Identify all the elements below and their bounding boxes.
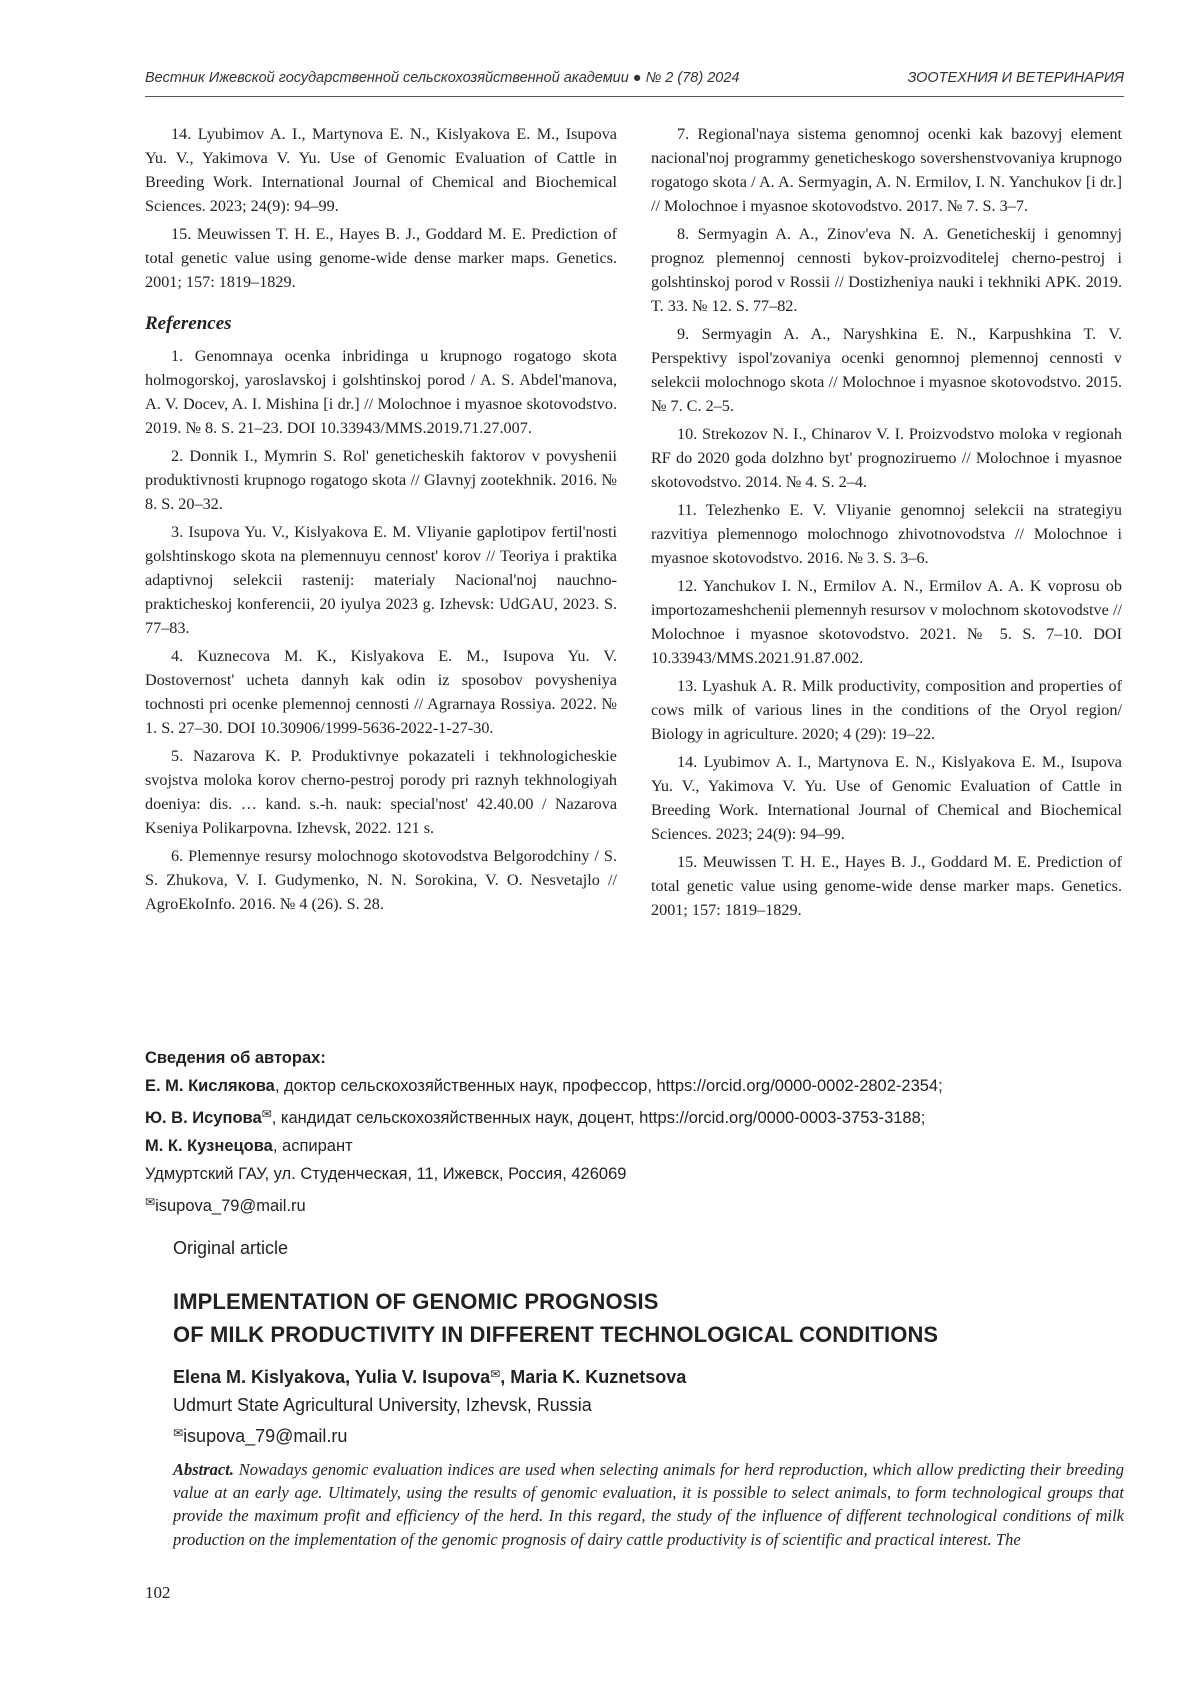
reference-item: 7. Regional'naya sistema genomnoj ocenki kak bazovyj element nacional'noj programmy geneticheskogo sovershenstvovaniya krupnogo rogatogo skota / A. A. Sermyagin, A. N. Ermilov, I. N. Yanchukov [i dr.] // Molochnoe i myasnoe skotovodstvo. 2017. № 7. S. 3–7. <box>651 125 1122 215</box>
reference-item: 3. Isupova Yu. V., Kislyakova E. M. Vliyanie gaplotipov fertil'nosti golshtinskogo skota na plemennuyu cennost' korov // Teoriya i praktika adaptivnoj selekcii rastenij: materialy Nacional'noj nauchno-prakticheskoj konferencii, 20 iyulya 2023 g. Izhevsk: UdGAU, 2023. S. 77–83. <box>145 523 617 637</box>
right-column <box>651 122 1122 926</box>
reference-item: 9. Sermyagin A. A., Naryshkina E. N., Karpushkina T. V. Perspektivy ispol'zovaniya ocenki genomnoj plemennoj cennosti v selekcii molochnogo skota // Molochnoe i myasnoe skotovodstvo. 2015. № 7. C. 2–5. <box>651 325 1122 415</box>
author-line <box>145 1100 1125 1132</box>
page-number: 102 <box>145 1583 171 1602</box>
reference-item: 6. Plemennye resursy molochnogo skotovodstva Belgorodchiny / S. S. Zhukova, V. I. Gudymenko, N. N. Sorokina, V. O. Nesvetajlo // AgroEkoInfo. 2016. № 4 (26). S. 28. <box>145 847 617 913</box>
email-link[interactable]: isupova_79@mail.ru <box>155 1197 306 1215</box>
author-line <box>145 1072 1125 1100</box>
abstract-label: Abstract. <box>173 1460 234 1479</box>
email-line <box>173 1419 686 1450</box>
author-details: , доктор сельскохозяйственных наук, профессор, https://orcid.org/0000-0002-2802-2354; <box>274 1077 943 1095</box>
author-name: Ю. В. Исупова <box>145 1109 262 1127</box>
reference-item: 14. Lyubimov A. I., Martynova E. N., Kislyakova E. M., Isupova Yu. V., Yakimova V. Yu. Use of Genomic Evaluation of Cattle in Breeding Work. International Journal of Chemical and Biochemical Sciences. 2023; 24(9): 94–99. <box>145 125 617 215</box>
article-title <box>173 1285 938 1351</box>
references-heading: References <box>145 313 232 334</box>
authors-info-title: Сведения об авторах: <box>145 1049 326 1067</box>
reference-item: 10. Strekozov N. I., Chinarov V. I. Proizvodstvo moloka v regionah RF do 2020 goda dolzhno byt' prognoziruemo // Molochnoe i myasnoe skotovodstvo. 2014. № 4. S. 2–4. <box>651 425 1122 491</box>
reference-item: 12. Yanchukov I. N., Ermilov A. N., Ermilov A. A. K voprosu ob importozameshchenii plemennyh resursov v molochnom skotovodstve // Molochnoe i myasnoe skotovodstvo. 2021. № 5. S. 7–10. DOI 10.33943/MMS.2021.91.87.002. <box>651 577 1122 667</box>
envelope-icon: ✉ <box>490 1367 501 1381</box>
email-link[interactable]: isupova_79@mail.ru <box>183 1426 348 1446</box>
running-header <box>145 66 1124 97</box>
address: Удмуртский ГАУ, ул. Студенческая, 11, Ижевск, Россия, 426069 <box>145 1165 627 1183</box>
abstract-text: Nowadays genomic evaluation indices are used when selecting animals for herd reproduction, which allow predicting their breeding value at an early age. Ultimately, using the results of genomic evaluation, it is possible to select animals, to form technological groups that provide the maximum profit and efficiency of the herd. In this regard, the study of the influence of different technological conditions of milk production on the implementation of the genomic prognosis of dairy cattle productivity is of scientific and practical interest. The <box>173 1460 1124 1549</box>
author-details: , кандидат сельскохозяйственных наук, доцент, https://orcid.org/0000-0003-3753-3188; <box>271 1109 926 1127</box>
authors-info <box>145 1044 1125 1220</box>
reference-item: 4. Kuznecova M. K., Kislyakova E. M., Isupova Yu. V. Dostovernost' ucheta dannyh kak odin iz sposobov povysheniya tochnosti pri ocenke plemennoj cennosti // Agrarnaya Rossiya. 2022. № 1. S. 27–30. DOI 10.30906/1999-5636-2022-1-27-30. <box>145 647 617 737</box>
author-details: , аспирант <box>272 1137 353 1155</box>
envelope-icon: ✉ <box>261 1107 272 1121</box>
reference-item: 13. Lyashuk A. R. Milk productivity, composition and properties of cows milk of various lines in the conditions of the Oryol region/ Biology in agriculture. 2020; 4 (29): 19–22. <box>651 677 1122 743</box>
email-line <box>145 1188 1125 1220</box>
author-name: Е. М. Кислякова <box>145 1077 275 1095</box>
reference-item: 11. Telezhenko E. V. Vliyanie genomnoj selekcii na strategiyu razvitiya plemennogo molochnogo zhivotnovodstva // Molochnoe i myasnoe skotovodstvo. 2016. № 3. S. 3–6. <box>651 501 1122 567</box>
author-line <box>145 1132 1125 1160</box>
envelope-icon: ✉ <box>173 1426 184 1440</box>
article-title-line: IMPLEMENTATION OF GENOMIC PROGNOSIS <box>173 1289 659 1314</box>
reference-item: 15. Meuwissen T. H. E., Hayes B. J., Goddard M. E. Prediction of total genetic value using genome-wide dense marker maps. Genetics. 2001; 157: 1819–1829. <box>145 225 617 291</box>
byline <box>173 1360 686 1450</box>
affiliation: Udmurt State Agricultural University, Izhevsk, Russia <box>173 1395 592 1415</box>
envelope-icon: ✉ <box>145 1195 156 1209</box>
author-names: Elena M. Kislyakova, Yulia V. Isupova✉, Maria K. Kuznetsova <box>173 1367 687 1387</box>
article-type: Original article <box>173 1238 289 1258</box>
section-title: ЗООТЕХНИЯ И ВЕТЕРИНАРИЯ <box>907 70 1124 86</box>
reference-item: 1. Genomnaya ocenka inbridinga u krupnogo rogatogo skota holmogorskoj, yaroslavskoj i golshtinskoj porod / A. S. Abdel'manova, A. V. Docev, A. I. Mishina [i dr.] // Molochnoe i myasnoe skotovodstvo. 2019. № 8. S. 21–23. DOI 10.33943/MMS.2019.71.27.007. <box>145 347 617 437</box>
abstract <box>173 1458 1124 1551</box>
reference-item: 15. Meuwissen T. H. E., Hayes B. J., Goddard M. E. Prediction of total genetic value using genome-wide dense marker maps. Genetics. 2001; 157: 1819–1829. <box>651 853 1122 919</box>
reference-item: 2. Donnik I., Mymrin S. Rol' geneticheskih faktorov v povyshenii produktivnosti krupnogo rogatogo skota // Glavnyj zootekhnik. 2016. № 8. S. 20–32. <box>145 447 617 513</box>
left-column <box>145 122 617 920</box>
article-title-line: OF MILK PRODUCTIVITY IN DIFFERENT TECHNOLOGICAL CONDITIONS <box>173 1322 939 1347</box>
reference-item: 8. Sermyagin A. A., Zinov'eva N. A. Geneticheskij i genomnyj prognoz plemennoj cennosti bykov-proizvoditelej cherno-pestroj i golshtinskoj porod v Rossii // Dostizheniya nauki i tekhniki APK. 2019. T. 33. № 12. S. 77–82. <box>651 225 1122 315</box>
journal-title: Вестник Ижевской государственной сельскохозяйственной академии ● № 2 (78) 2024 <box>145 70 740 86</box>
reference-item: 5. Nazarova K. P. Produktivnye pokazateli i tekhnologicheskie svojstva moloka korov cherno-pestroj porody pri raznyh tekhnologiyah doeniya: dis. … kand. s.-h. nauk: special'nost' 42.40.00 / Nazarova Kseniya Polikarpovna. Izhevsk, 2022. 121 s. <box>145 747 617 837</box>
reference-item: 14. Lyubimov A. I., Martynova E. N., Kislyakova E. M., Isupova Yu. V., Yakimova V. Yu. Use of Genomic Evaluation of Cattle in Breeding Work. International Journal of Chemical and Biochemical Sciences. 2023; 24(9): 94–99. <box>651 753 1122 843</box>
author-name: М. К. Кузнецова <box>145 1137 273 1155</box>
